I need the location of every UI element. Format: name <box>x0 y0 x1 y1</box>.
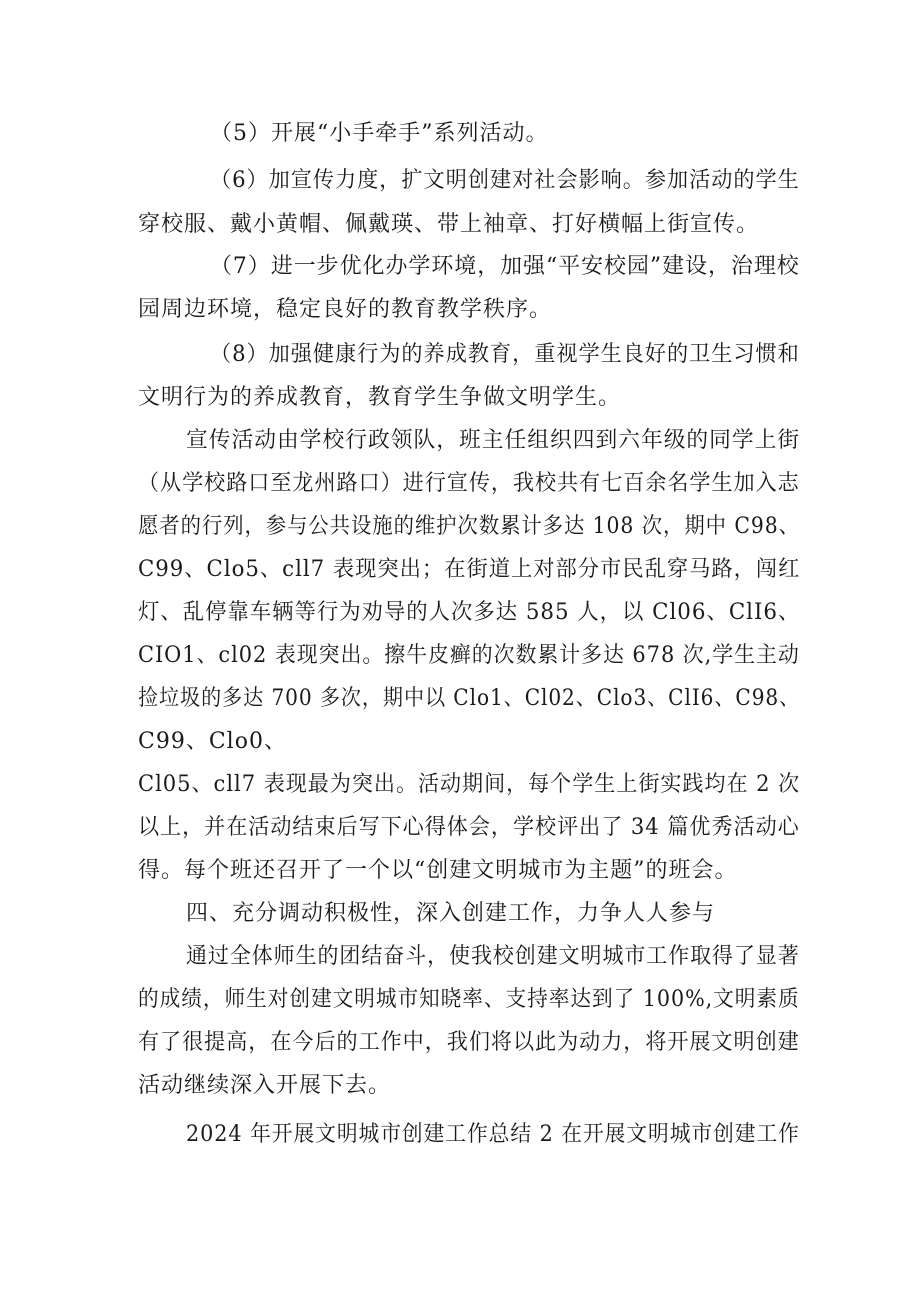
section-heading: 四、充分调动积极性，深入创建工作，力争人人参与 <box>186 901 716 926</box>
text-line: 活动继续深入开展下去。 <box>138 1073 392 1098</box>
text-line: CIO1、cl02 表现突出。擦牛皮癣的次数累计多达 678 次,学生主动 <box>138 643 800 668</box>
text-line: （从学校路口至龙州路口）进行宣传，我校共有七百余名学生加入志 <box>138 471 800 496</box>
text-line: （5）开展“小手牵手”系列活动。 <box>210 121 549 146</box>
text-line: 得。每个班还召开了一个以“创建文明城市为主题”的班会。 <box>138 858 738 883</box>
text-line: 的成绩，师生对创建文明城市知晓率、支持率达到了 100%,文明素质 <box>138 987 800 1012</box>
text-line: （8）加强健康行为的养成教育，重视学生良好的卫生习惯和 <box>210 342 800 367</box>
text-line: 穿校服、戴小黄帽、佩戴瑛、带上袖章、打好横幅上街宣传。 <box>138 212 760 237</box>
text-line: 文明行为的养成教育，教育学生争做文明学生。 <box>138 385 622 410</box>
text-line: 宣传活动由学校行政领队，班主任组织四到六年级的同学上街 <box>186 428 801 453</box>
text-line: （7）进一步优化办学环境，加强“平安校园”建设，治理校 <box>210 254 800 279</box>
text-line: Cl05、cll7 表现最为突出。活动期间，每个学生上街实践均在 2 次 <box>138 772 801 797</box>
text-line: （6）加宣传力度，扩文明创建对社会影响。参加活动的学生 <box>210 168 800 193</box>
text-line: 灯、乱停靠车辆等行为劝导的人次多达 585 人，以 Cl06、ClI6、 <box>138 600 801 625</box>
text-line: 愿者的行列，参与公共设施的维护次数累计多达 108 次，期中 C98、 <box>138 514 800 539</box>
text-line: 捡垃圾的多达 700 多次，期中以 Clo1、Cl02、Clo3、ClI6、C98、 <box>138 686 801 711</box>
text-line: 以上，并在活动结束后写下心得体会，学校评出了 34 篇优秀活动心 <box>138 815 800 840</box>
text-line: 通过全体师生的团结奋斗，使我校创建文明城市工作取得了显著 <box>186 944 800 969</box>
text-line: C99、Clo5、cll7 表现突出；在街道上对部分市民乱穿马路，闯红 <box>138 557 801 582</box>
text-line: 园周边环境，稳定良好的教育教学秩序。 <box>138 297 553 322</box>
text-line: 有了很提高，在今后的工作中，我们将以此为动力，将开展文明创建 <box>138 1030 800 1055</box>
text-line: C99、Clo0、 <box>138 729 287 754</box>
text-line: 2024 年开展文明城市创建工作总结 2 在开展文明城市创建工作 <box>186 1122 800 1147</box>
